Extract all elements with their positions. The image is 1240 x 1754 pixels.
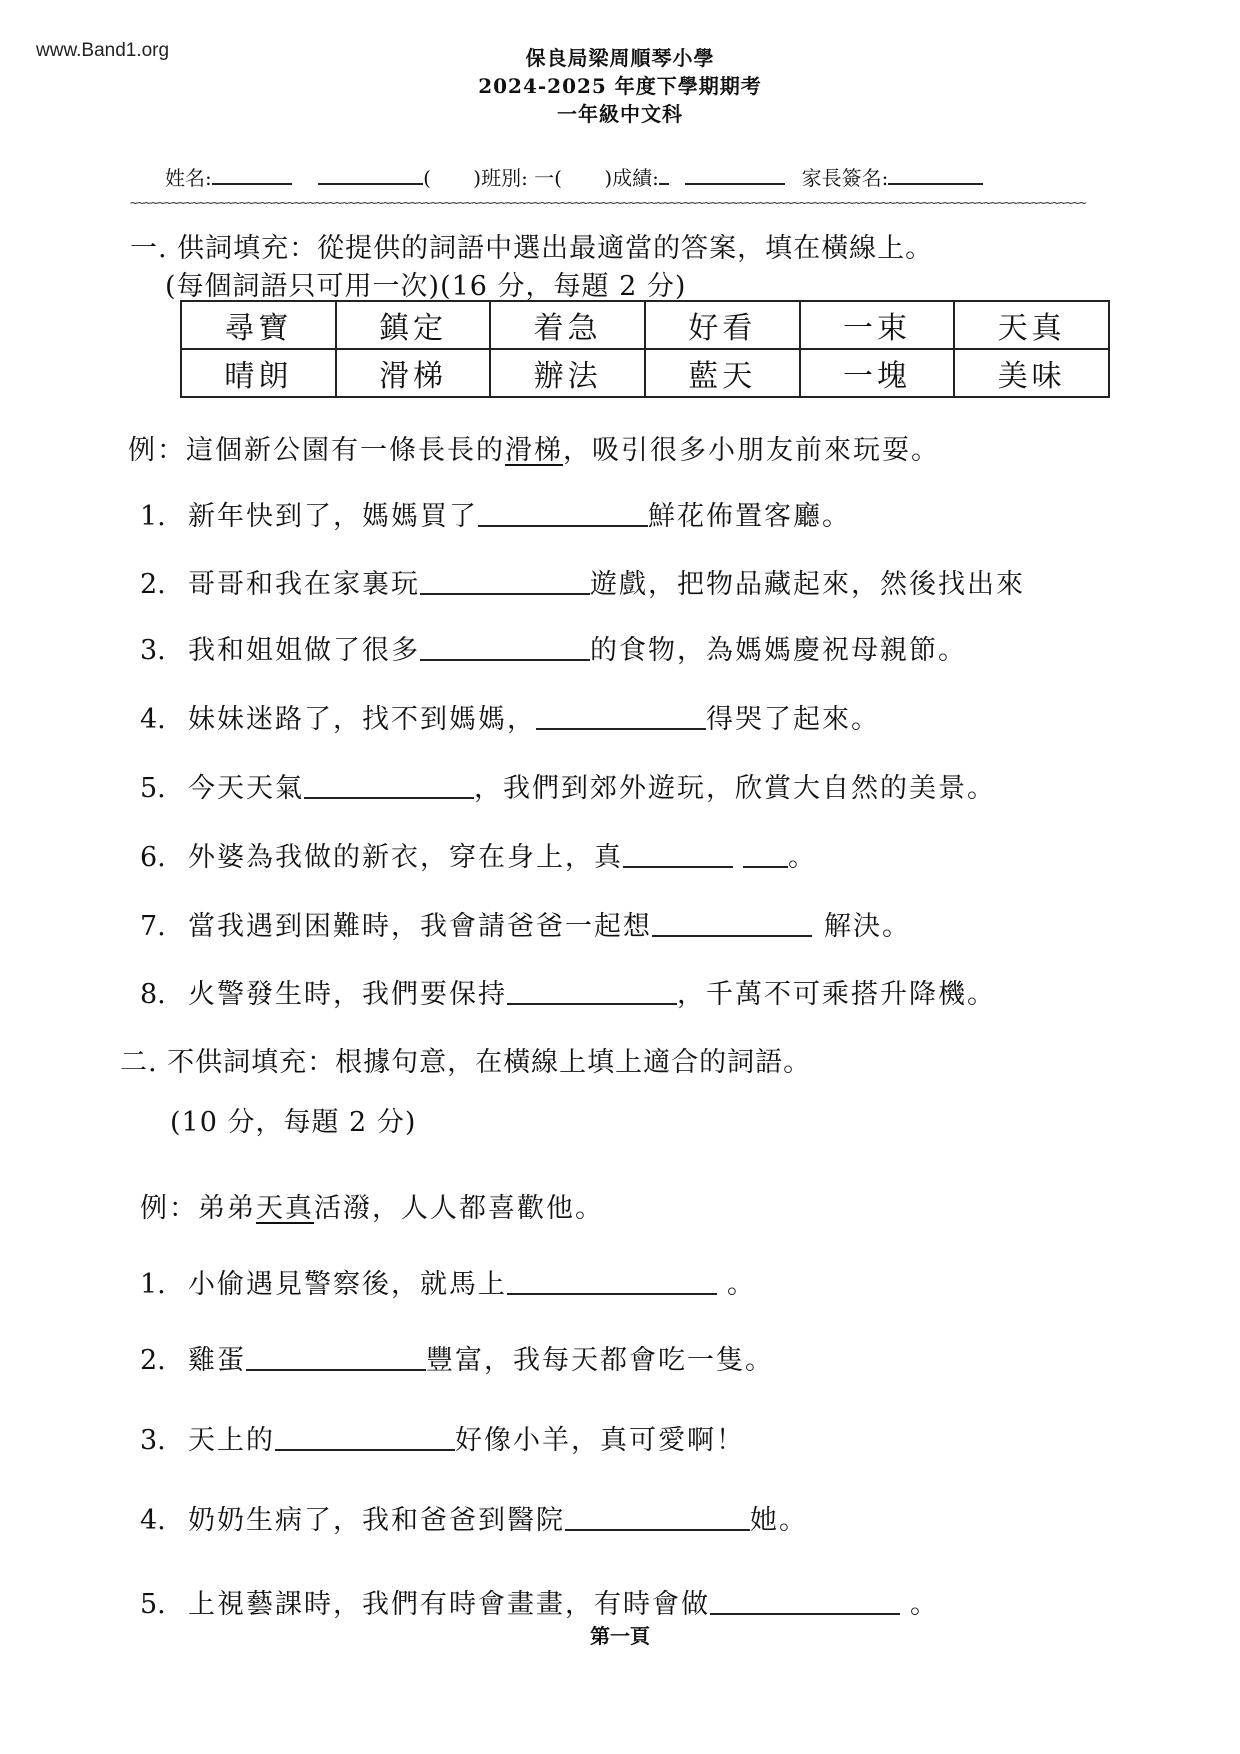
- word-bank-table: [180, 300, 1110, 398]
- question-number: 8.: [140, 979, 166, 1010]
- question-text: 奶奶生病了，我和爸爸到醫院: [188, 1505, 565, 1536]
- answer-blank[interactable]: [623, 842, 733, 868]
- number-open: (: [423, 166, 431, 190]
- word-cell: 一塊: [800, 349, 955, 397]
- word-cell: 辦法: [490, 349, 645, 397]
- example-answer: 天真: [256, 1193, 314, 1224]
- question-text: 得哭了起來。: [706, 704, 880, 735]
- question-text: 。: [727, 1269, 756, 1300]
- answer-blank[interactable]: [507, 1269, 717, 1295]
- s2-question-4: [140, 1498, 808, 1537]
- word-bank-row: [181, 349, 1109, 397]
- word-cell: 天真: [954, 301, 1109, 349]
- s1-question-1: [140, 494, 851, 533]
- word-cell: 尋寶: [181, 301, 336, 349]
- question-number: 2.: [140, 569, 166, 600]
- watermark: www.Band1.org: [36, 40, 170, 61]
- question-text: 解決。: [824, 911, 911, 942]
- question-text: 好像小羊，真可愛啊！: [455, 1425, 745, 1456]
- question-text: 天上的: [188, 1425, 275, 1456]
- section2-title: 二. 不供詞填充：根據句意，在橫線上填上適合的詞語。: [120, 1047, 812, 1078]
- exam-title: 2024-2025 年度下學期期考: [478, 74, 762, 98]
- question-number: 3.: [140, 635, 166, 666]
- s1-question-7: [140, 904, 911, 943]
- question-text: 豐富，我每天都會吃一隻。: [426, 1345, 774, 1376]
- question-text: 哥哥和我在家裏玩: [188, 569, 420, 600]
- wavy-divider: ~~~~~~~~~~~~~~~~~~~~~~~~~~~~~~~~~~~~~~~~~~~~~~~~~~~~~~~~~~~~~~~~~~~~~~~~~~~~~~~~~~~~~~~~~~~~~~~~~~~~~~~~~~~~~~~~~~~~~~~~~~~~~~~~~~~~~~~~~~~~: [130, 196, 1086, 211]
- s1-question-3: [140, 628, 967, 667]
- s1-question-2: [140, 562, 1120, 601]
- answer-blank[interactable]: [478, 501, 648, 527]
- answer-blank[interactable]: [507, 979, 677, 1005]
- example-text: ，吸引很多小朋友前來玩耍。: [563, 435, 940, 466]
- example-text: 例：弟弟: [140, 1193, 256, 1224]
- subject-title: 一年級中文科: [557, 102, 683, 126]
- answer-blank[interactable]: [246, 1345, 426, 1371]
- student-info-line: [165, 162, 983, 191]
- word-cell: 一束: [800, 301, 955, 349]
- question-text: 的食物，為媽媽慶祝母親節。: [590, 635, 967, 666]
- question-text: 火警發生時，我們要保持: [188, 979, 507, 1010]
- question-text: 上視藝課時，我們有時會畫畫，有時會做: [188, 1589, 710, 1620]
- answer-blank[interactable]: [652, 911, 812, 937]
- answer-blank[interactable]: [304, 773, 474, 799]
- grade-blank-short: [659, 165, 669, 185]
- section2-example: [140, 1186, 604, 1225]
- example-text: 活潑，人人都喜歡他。: [314, 1193, 604, 1224]
- name-label: 姓名:: [165, 166, 212, 190]
- exam-header: [0, 44, 1240, 128]
- answer-blank[interactable]: [565, 1505, 750, 1531]
- question-text: 我和姐姐做了很多: [188, 635, 420, 666]
- question-text: 妹妹迷路了，找不到媽媽，: [188, 704, 536, 735]
- section1-example: [128, 428, 940, 467]
- section2-subtitle: (10 分，每題 2 分): [170, 1107, 417, 1138]
- example-answer: 滑梯: [505, 435, 563, 466]
- s2-question-3: [140, 1418, 745, 1457]
- question-text: 。: [788, 842, 817, 873]
- answer-blank[interactable]: [536, 704, 706, 730]
- question-number: 6.: [140, 842, 166, 873]
- word-cell: 着急: [490, 301, 645, 349]
- question-number: 5.: [140, 773, 166, 804]
- question-text: 外婆為我做的新衣，穿在身上，真: [188, 842, 623, 873]
- word-cell: 藍天: [645, 349, 800, 397]
- question-text: 遊戲，把物品藏起來，然後找出來: [590, 569, 1025, 600]
- answer-blank[interactable]: [420, 569, 590, 595]
- grade-field[interactable]: [685, 165, 785, 185]
- name-field-2[interactable]: [318, 165, 423, 185]
- section1-subtitle: (每個詞語只可用一次)(16 分，每題 2 分): [165, 271, 687, 302]
- s1-question-8: [140, 972, 996, 1011]
- answer-blank[interactable]: [275, 1425, 455, 1451]
- question-number: 5.: [140, 1589, 166, 1620]
- page-number: 第一頁: [590, 1624, 650, 1648]
- question-text: 今天天氣: [188, 773, 304, 804]
- name-field[interactable]: [212, 165, 292, 185]
- s2-question-2: [140, 1338, 774, 1377]
- parent-signature-field[interactable]: [888, 165, 983, 185]
- word-cell: 好看: [645, 301, 800, 349]
- question-number: 1.: [140, 501, 166, 532]
- question-text: 當我遇到困難時，我會請爸爸一起想: [188, 911, 652, 942]
- question-text: 小偷遇見警察後，就馬上: [188, 1269, 507, 1300]
- word-cell: 滑梯: [336, 349, 491, 397]
- example-text: 例：這個新公園有一條長長的: [128, 435, 505, 466]
- word-cell: 美味: [954, 349, 1109, 397]
- question-text: 她。: [750, 1505, 808, 1536]
- question-text: 雞蛋: [188, 1345, 246, 1376]
- s1-question-4: [140, 697, 880, 736]
- question-number: 1.: [140, 1269, 166, 1300]
- question-text: ，千萬不可乘搭升降機。: [677, 979, 996, 1010]
- answer-blank-extra[interactable]: [743, 842, 788, 868]
- question-number: 7.: [140, 911, 166, 942]
- question-text: 新年快到了，媽媽買了: [188, 501, 478, 532]
- section1-title: 一. 供詞填充：從提供的詞語中選出最適當的答案，填在橫線上。: [130, 233, 934, 264]
- question-text: 。: [910, 1589, 939, 1620]
- question-number: 4.: [140, 1505, 166, 1536]
- school-name: 保良局梁周順琴小學: [525, 46, 715, 70]
- question-text: ，我們到郊外遊玩，欣賞大自然的美景。: [474, 773, 996, 804]
- word-bank-row: [181, 301, 1109, 349]
- s1-question-6: [140, 835, 817, 874]
- s2-question-5: [140, 1582, 939, 1621]
- question-number: 3.: [140, 1425, 166, 1456]
- word-cell: 晴朗: [181, 349, 336, 397]
- question-number: 4.: [140, 704, 166, 735]
- s2-question-1: [140, 1262, 756, 1301]
- question-text: 鮮花佈置客廳。: [648, 501, 851, 532]
- class-label: )班別: 一(: [473, 166, 562, 190]
- word-cell: 鎮定: [336, 301, 491, 349]
- answer-blank[interactable]: [420, 635, 590, 661]
- grade-label: )成績:: [604, 166, 659, 190]
- s1-question-5: [140, 766, 996, 805]
- answer-blank[interactable]: [710, 1589, 900, 1615]
- question-number: 2.: [140, 1345, 166, 1376]
- parent-signature-label: 家長簽名:: [801, 166, 889, 190]
